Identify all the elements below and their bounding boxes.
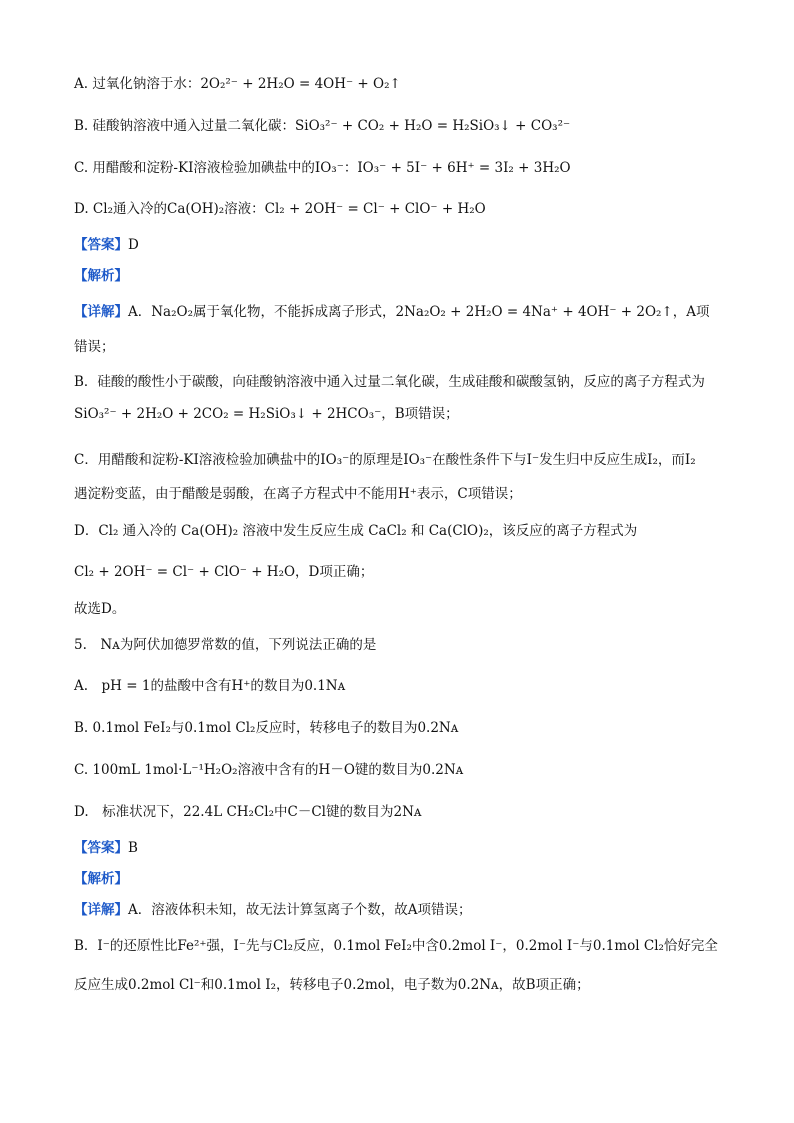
q4-detail-c1-text: C．用醋酸和淀粉-KI溶液检验加碘盐中的IO₃⁻的原理是IO₃⁻在酸性条件下与I⁻发生归中反应生成I₂，而I₂ <box>74 452 696 468</box>
q5-analysis <box>74 869 724 889</box>
q4-option-b-text: B. 硅酸钠溶液中通入过量二氧化碳：SiO₃²⁻ + CO₂ + H₂O = H₂SiO₃↓ + CO₃²⁻ <box>74 118 571 134</box>
q5-option-d-text: D. 标准状况下，22.4L CH₂Cl₂中C－Cl键的数目为2Nᴀ <box>74 804 422 820</box>
q4-detail-b2-text: SiO₃²⁻ + 2H₂O + 2CO₂ = H₂SiO₃↓ + 2HCO₃⁻，B项错误； <box>74 406 459 422</box>
q5-answer <box>74 838 724 858</box>
q4-detail-c1 <box>74 450 724 470</box>
q4-option-a-text: A. 过氧化钠溶于水：2O₂²⁻ + 2H₂O = 4OH⁻ + O₂↑ <box>74 76 401 92</box>
q5-option-b-text: B. 0.1mol FeI₂与0.1mol Cl₂反应时，转移电子的数目为0.2Nᴀ <box>74 720 459 736</box>
q4-option-b <box>74 116 724 136</box>
q4-answer-tag: 【答案】 <box>74 237 128 253</box>
q4-detail-a1-text: A．Na₂O₂属于氧化物，不能拆成离子形式，2Na₂O₂ + 2H₂O = 4Na⁺ + 4OH⁻ + 2O₂↑，A项 <box>128 304 710 320</box>
q4-detail-d1 <box>74 521 724 541</box>
q5-detail-a-text: A．溶液体积未知，故无法计算氢离子个数，故A项错误； <box>128 902 472 918</box>
q4-detail-d1-text: D．Cl₂ 通入冷的 Ca(OH)₂ 溶液中发生反应生成 CaCl₂ 和 Ca(ClO)₂，该反应的离子方程式为 <box>74 523 638 539</box>
q4-detail-c2-text: 遇淀粉变蓝，由于醋酸是弱酸，在离子方程式中不能用H⁺表示，C项错误； <box>74 486 522 502</box>
q5-option-d <box>74 802 724 822</box>
q4-detail-c2 <box>74 484 724 504</box>
q5-option-a <box>74 676 724 696</box>
q5-detail-b1-text: B．I⁻的还原性比Fe²⁺强，I⁻先与Cl₂反应，0.1mol FeI₂中含0.2mol I⁻，0.2mol I⁻与0.1mol Cl₂恰好完全 <box>74 938 718 954</box>
q4-detail-d2 <box>74 562 724 582</box>
q4-detail-a1 <box>74 302 724 322</box>
q5-detail-a-tag: 【详解】 <box>74 902 128 918</box>
q5-stem-text: 5. Nᴀ为阿伏加德罗常数的值，下列说法正确的是 <box>74 637 377 653</box>
q4-conclusion <box>74 599 724 619</box>
q5-detail-b1 <box>74 936 724 956</box>
q5-analysis-tag: 【解析】 <box>74 871 128 887</box>
q4-conclusion-text: 故选D。 <box>74 601 126 617</box>
q5-option-b <box>74 718 724 738</box>
q4-analysis-tag: 【解析】 <box>74 268 128 284</box>
q4-option-c <box>74 158 724 178</box>
q4-detail-b2 <box>74 404 724 424</box>
q4-detail-a2-text: 错误； <box>74 339 115 355</box>
q5-option-c <box>74 760 724 780</box>
q5-answer-tag: 【答案】 <box>74 840 128 856</box>
q5-option-c-text: C. 100mL 1mol·L⁻¹H₂O₂溶液中含有的H－O键的数目为0.2Nᴀ <box>74 762 464 778</box>
q5-stem <box>74 635 724 655</box>
q4-analysis <box>74 266 724 286</box>
q4-answer-text: D <box>128 237 139 253</box>
q4-detail-d2-text: Cl₂ + 2OH⁻ = Cl⁻ + ClO⁻ + H₂O，D项正确； <box>74 564 374 580</box>
q4-option-d-text: D. Cl₂通入冷的Ca(OH)₂溶液：Cl₂ + 2OH⁻ = Cl⁻ + ClO⁻ + H₂O <box>74 201 486 217</box>
q4-option-d <box>74 199 724 219</box>
q5-detail-a <box>74 900 724 920</box>
q5-option-a-text: A. pH = 1的盐酸中含有H⁺的数目为0.1Nᴀ <box>74 678 346 694</box>
q4-detail-a1-tag: 【详解】 <box>74 304 128 320</box>
q4-answer <box>74 235 724 255</box>
q4-option-a <box>74 74 724 94</box>
q4-detail-b1 <box>74 372 724 392</box>
q5-detail-b2-text: 反应生成0.2mol Cl⁻和0.1mol I₂，转移电子0.2mol，电子数为0.2Nᴀ，故B项正确； <box>74 977 590 993</box>
q4-option-c-text: C. 用醋酸和淀粉-KI溶液检验加碘盐中的IO₃⁻：IO₃⁻ + 5I⁻ + 6H⁺ = 3I₂ + 3H₂O <box>74 160 571 176</box>
q5-detail-b2 <box>74 975 724 995</box>
q5-answer-text: B <box>128 840 138 856</box>
q4-detail-b1-text: B．硅酸的酸性小于碳酸，向硅酸钠溶液中通入过量二氧化碳，生成硅酸和碳酸氢钠，反应的离子方程式为 <box>74 374 705 390</box>
q4-detail-a2 <box>74 337 724 357</box>
